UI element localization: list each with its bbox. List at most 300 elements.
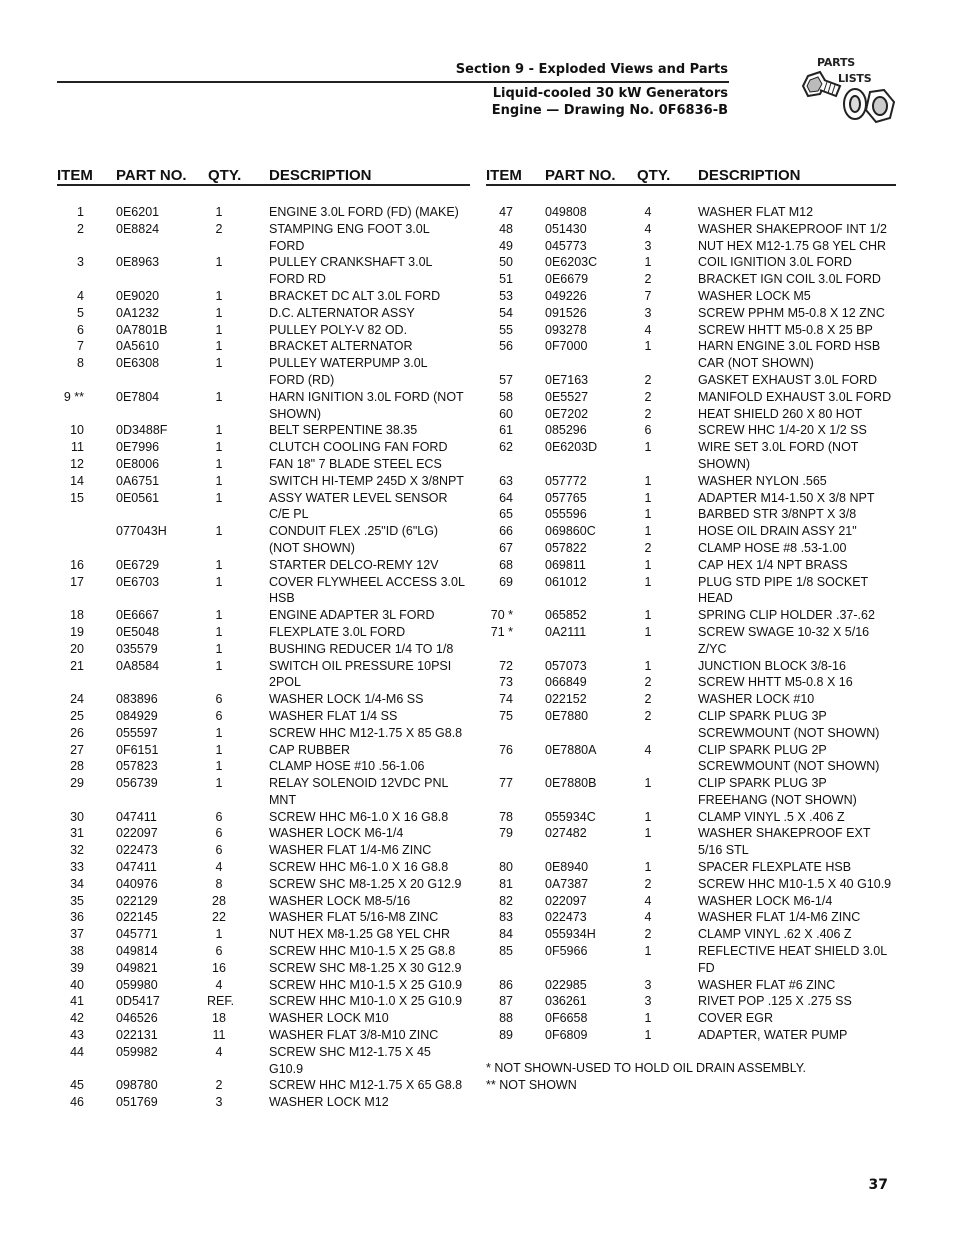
quantity-cell: 4 [644,322,652,337]
part-number-cell: 069860C [545,524,596,539]
description-cell: WASHER LOCK M10 [269,1011,389,1026]
item-cell: 76 [499,742,513,757]
table-row [486,658,896,675]
item-cell: 58 [499,389,513,404]
header-item: ITEM [57,167,93,184]
part-number-cell: 0E7880 [545,708,589,723]
description-cell: STARTER DELCO-REMY 12V [269,557,439,572]
part-number-cell: 055934C [545,809,596,824]
part-number-cell: 0E8824 [116,221,160,236]
table-row [486,691,896,708]
quantity-cell: 6 [215,809,223,824]
quantity-cell: 1 [215,557,223,572]
part-number-cell: 069811 [545,557,586,572]
description-cell: GASKET EXHAUST 3.0L FORD [698,372,877,387]
item-cell: 72 [499,658,513,673]
item-cell: 1 [77,205,84,219]
description-cell: CLIP SPARK PLUG 3P SCREWMOUNT (NOT SHOWN) [698,708,880,740]
part-number-cell: 083896 [116,692,158,707]
part-number-cell: 0E8940 [545,860,589,875]
description-cell: SCREW HHC M12-1.75 X 85 G8.8 [269,725,463,740]
part-number-cell: 059980 [116,977,158,992]
description-cell: CLAMP VINYL .62 X .406 Z [698,927,852,942]
item-cell: 80 [499,860,513,875]
quantity-cell: 1 [215,205,223,219]
table-row [486,926,896,943]
quantity-cell: 1 [215,524,223,539]
item-cell: 53 [499,288,513,303]
description-cell: COIL IGNITION 3.0L FORD [698,255,852,270]
table-row [57,960,470,977]
table-row [57,305,470,322]
part-number-cell: 022145 [116,910,158,925]
table-row [486,490,896,507]
description-cell: CLAMP VINYL .5 X .406 Z [698,809,845,824]
part-number-cell: 040976 [116,876,158,891]
quantity-cell: 1 [644,1011,652,1026]
part-number-cell: 047411 [116,860,157,875]
item-cell: 46 [70,1095,84,1110]
table-row [486,893,896,910]
description-cell: HEAT SHIELD 260 X 80 HOT [698,406,863,421]
table-row [486,708,896,742]
part-number-cell: 0F6658 [545,1011,588,1026]
description-cell: WASHER FLAT 1/4 SS [269,708,398,723]
part-number-cell: 0A7801B [116,322,168,337]
table-row [486,809,896,826]
part-number-cell: 0E6203D [545,440,598,455]
description-cell: WIRE SET 3.0L FORD (NOT SHOWN) [698,440,859,471]
quantity-cell: 2 [644,708,652,723]
item-cell: 73 [499,675,513,690]
part-number-cell: 022473 [116,843,158,858]
footnote: * NOT SHOWN-USED TO HOLD OIL DRAIN ASSEMBLY. [486,1060,806,1075]
part-number-cell: 0E6679 [545,272,589,287]
quantity-cell: 4 [644,205,652,219]
description-cell: NUT HEX M12-1.75 G8 YEL CHR [698,238,887,253]
part-number-cell: 061012 [545,574,587,589]
description-cell: WASHER FLAT #6 ZINC [698,977,836,992]
part-number-cell: 0E6201 [116,205,160,219]
description-cell: STAMPING ENG FOOT 3.0L FORD [269,221,430,253]
table-row [486,439,896,473]
table-row [57,1010,470,1027]
item-cell: 29 [70,776,84,791]
part-number-cell: 077043H [116,524,167,539]
item-cell: 34 [70,876,84,891]
description-cell: WASHER FLAT 5/16-M8 ZINC [269,910,439,925]
item-cell: 18 [70,608,84,623]
item-cell: 49 [499,238,513,253]
quantity-cell: 22 [212,910,226,925]
part-number-cell: 0E7163 [545,372,589,387]
quantity-cell: 1 [644,574,652,589]
table-row [486,876,896,893]
table-row [486,506,896,523]
part-number-cell: 0E7804 [116,389,160,404]
description-cell: WASHER FLAT M12 [698,205,814,219]
quantity-cell: 1 [215,305,223,320]
item-cell: 83 [499,910,513,925]
quantity-cell: 1 [215,927,223,942]
item-cell: 86 [499,977,513,992]
quantity-cell: 3 [644,305,652,320]
table-row [486,288,896,305]
quantity-cell: 1 [215,624,223,639]
part-number-cell: 0E6703 [116,574,160,589]
part-number-cell: 0E7880A [545,742,597,757]
table-row [486,204,896,221]
part-number-cell: 0A7387 [545,876,589,891]
part-number-cell: 0E7880B [545,776,597,791]
item-cell: 57 [499,372,513,387]
description-cell: NUT HEX M8-1.25 G8 YEL CHR [269,927,451,942]
table-row [486,523,896,540]
quantity-cell: 2 [644,876,652,891]
table-row [486,254,896,271]
description-cell: ADAPTER, WATER PUMP [698,1028,848,1043]
footnotes [486,1060,896,1094]
description-cell: SCREW HHC 1/4-20 X 1/2 SS [698,423,867,438]
description-cell: RIVET POP .125 X .275 SS [698,994,852,1009]
item-cell: 5 [77,305,84,320]
part-number-cell: 022097 [116,826,158,841]
quantity-cell: 1 [644,826,652,841]
item-cell: 20 [70,641,84,656]
description-cell: REFLECTIVE HEAT SHIELD 3.0L FD [698,944,887,975]
quantity-cell: 1 [644,658,652,673]
description-cell: BELT SERPENTINE 38.35 [269,423,418,438]
part-number-cell: 055597 [116,725,158,740]
table-row [57,1044,470,1078]
quantity-cell: 2 [644,692,652,707]
item-cell: 60 [499,406,513,421]
part-number-cell: 0E6667 [116,608,160,623]
description-cell: ASSY WATER LEVEL SENSOR C/E PL [269,490,448,522]
description-cell: SCREW HHC M6-1.0 X 16 G8.8 [269,860,449,875]
quantity-cell: 1 [644,440,652,455]
part-number-cell: 022152 [545,692,587,707]
part-number-cell: 093278 [545,322,587,337]
quantity-cell: 4 [644,221,652,236]
table-row [486,540,896,557]
quantity-cell: 2 [644,927,652,942]
table-row [486,943,896,977]
parts-table-left [57,165,470,1111]
item-cell: 69 [499,574,513,589]
item-cell: 16 [70,557,84,572]
part-number-cell: 059982 [116,1044,158,1059]
item-cell: 41 [70,994,84,1009]
part-number-cell: 051430 [545,221,587,236]
item-cell: 61 [499,423,513,438]
table-row [486,775,896,809]
item-cell: 19 [70,624,84,639]
item-cell: 68 [499,557,513,572]
item-cell: 77 [499,776,513,791]
quantity-cell: 1 [215,322,223,337]
part-number-cell: 0E6308 [116,356,160,371]
part-number-cell: 0F5966 [545,944,588,959]
part-number-cell: 0E8963 [116,255,160,270]
description-cell: SCREW SHC M8-1.25 X 20 G12.9 [269,876,462,891]
table-row [486,305,896,322]
part-number-cell: 0E0561 [116,490,160,505]
part-number-cell: 0E8006 [116,456,160,471]
description-cell: PULLEY WATERPUMP 3.0L FORD (RD) [269,356,428,387]
item-cell: 21 [70,658,84,673]
description-cell: WASHER LOCK 1/4-M6 SS [269,692,424,707]
description-cell: SPACER FLEXPLATE HSB [698,860,852,875]
part-number-cell: 0F6809 [545,1028,588,1043]
item-cell: 35 [70,893,84,908]
item-cell: 74 [499,692,513,707]
table-row [57,993,470,1010]
description-cell: JUNCTION BLOCK 3/8-16 [698,658,846,673]
part-number-cell: 022129 [116,893,158,908]
quantity-cell: 1 [215,288,223,303]
quantity-cell: 28 [212,893,226,908]
part-number-cell: 098780 [116,1078,158,1093]
table-row [57,859,470,876]
quantity-cell: 2 [644,406,652,421]
description-cell: SCREW PPHM M5-0.8 X 12 ZNC [698,305,885,320]
part-number-cell: 055596 [545,507,587,522]
part-number-cell: 0F6151 [116,742,159,757]
quantity-cell: 1 [215,641,223,656]
quantity-cell: 1 [215,725,223,740]
part-number-cell: 055934H [545,927,596,942]
table-row [57,1094,470,1111]
quantity-cell: 4 [215,860,223,875]
quantity-cell: 1 [644,524,652,539]
table-row [486,624,896,658]
table-row [57,322,470,339]
part-number-cell: 085296 [545,423,587,438]
description-cell: WASHER LOCK M12 [269,1095,389,1110]
document-subtitle: Liquid-cooled 30 kW Generators [492,86,728,101]
quantity-cell: 2 [644,272,652,287]
table-row [486,372,896,389]
description-cell: PULLEY CRANKSHAFT 3.0L FORD RD [269,255,433,287]
part-number-cell: 0A2111 [545,624,587,639]
item-cell: 71 * [490,624,513,639]
quantity-cell: 1 [215,440,223,455]
parts-lists-logo [800,54,900,134]
table-row [486,1010,896,1027]
drawing-number: Engine — Drawing No. 0F6836-B [491,103,728,118]
item-cell: 7 [77,339,84,354]
description-cell: BARBED STR 3/8NPT X 3/8 [698,507,857,522]
header-rule [57,81,729,83]
description-cell: WASHER SHAKEPROOF INT 1/2 [698,221,887,236]
part-number-cell: 049821 [116,960,158,975]
description-cell: SCREW HHC M6-1.0 X 16 G8.8 [269,809,449,824]
item-cell: 89 [499,1028,513,1043]
item-cell: 37 [70,927,84,942]
part-number-cell: 045773 [545,238,587,253]
quantity-cell: 8 [215,876,223,891]
item-cell: 51 [499,272,513,287]
table-body [486,204,896,1044]
part-number-cell: 051769 [116,1095,158,1110]
quantity-cell: 2 [644,675,652,690]
description-cell: BUSHING REDUCER 1/4 TO 1/8 [269,641,454,656]
item-cell: 63 [499,473,513,488]
item-cell: 8 [77,356,84,371]
part-number-cell: 057822 [545,540,587,555]
quantity-cell: 6 [215,944,223,959]
item-cell: 9 ** [63,389,84,404]
description-cell: CONDUIT FLEX .25"ID (6"LG) (NOT SHOWN) [269,524,439,555]
description-cell: SCREW HHTT M5-0.8 X 25 BP [698,322,873,337]
table-row [57,658,470,692]
logo-parts-text: PARTS [817,56,855,69]
table-row [57,842,470,859]
description-cell: SCREW HHC M12-1.75 X 65 G8.8 [269,1078,463,1093]
part-number-cell: 049226 [545,288,587,303]
description-cell: SCREW SWAGE 10-32 X 5/16 Z/YC [698,624,870,656]
description-cell: WASHER LOCK M6-1/4 [269,826,404,841]
quantity-cell: 3 [644,977,652,992]
quantity-cell: REF. [207,994,235,1009]
part-number-cell: 0A1232 [116,305,160,320]
item-cell: 56 [499,339,513,354]
table-row [57,624,470,641]
item-cell: 33 [70,860,84,875]
header-part-no: PART NO. [545,167,616,184]
item-cell: 43 [70,1028,84,1043]
description-cell: SCREW HHC M10-1.5 X 25 G8.8 [269,944,456,959]
item-cell: 48 [499,221,513,236]
quantity-cell: 1 [644,1028,652,1043]
description-cell: COVER FLYWHEEL ACCESS 3.0L HSB [269,574,465,606]
description-cell: SPRING CLIP HOLDER .37-.62 [698,608,875,623]
header-part-no: PART NO. [116,167,187,184]
description-cell: CLAMP HOSE #10 .56-1.06 [269,759,425,774]
table-row [486,607,896,624]
quantity-cell: 4 [644,893,652,908]
table-row [486,271,896,288]
table-row [486,742,896,776]
description-cell: SWITCH HI-TEMP 245D X 3/8NPT [269,473,464,488]
table-row [486,674,896,691]
table-row [486,473,896,490]
table-header [57,165,470,186]
table-row [57,641,470,658]
quantity-cell: 1 [215,490,223,505]
part-number-cell: 046526 [116,1011,158,1026]
item-cell: 25 [70,708,84,723]
table-row [486,338,896,372]
description-cell: BRACKET IGN COIL 3.0L FORD [698,272,881,287]
item-cell: 82 [499,893,513,908]
header-description: DESCRIPTION [269,167,372,184]
quantity-cell: 2 [644,389,652,404]
item-cell: 14 [70,473,84,488]
table-row [57,691,470,708]
item-cell: 4 [77,288,84,303]
section-title: Section 9 - Exploded Views and Parts [455,62,728,77]
item-cell: 3 [77,255,84,270]
quantity-cell: 1 [215,456,223,471]
quantity-cell: 1 [644,624,652,639]
description-cell: PULLEY POLY-V 82 OD. [269,322,408,337]
item-cell: 15 [70,490,84,505]
quantity-cell: 2 [215,221,223,236]
table-row [57,439,470,456]
description-cell: WASHER SHAKEPROOF EXT 5/16 STL [698,826,871,858]
item-cell: 81 [499,876,513,891]
part-number-cell: 056739 [116,776,158,791]
item-cell: 28 [70,759,84,774]
part-number-cell: 0E7996 [116,440,160,455]
description-cell: COVER EGR [698,1011,774,1026]
item-cell: 62 [499,440,513,455]
description-cell: ENGINE ADAPTER 3L FORD [269,608,435,623]
description-cell: SCREW HHC M10-1.0 X 25 G10.9 [269,994,463,1009]
footnote: ** NOT SHOWN [486,1077,577,1092]
description-cell: FLEXPLATE 3.0L FORD [269,624,406,639]
header-qty: QTY. [208,167,242,184]
header-description: DESCRIPTION [698,167,801,184]
table-row [486,238,896,255]
table-row [57,574,470,608]
description-cell: WASHER FLAT 1/4-M6 ZINC [698,910,861,925]
item-cell: 30 [70,809,84,824]
quantity-cell: 1 [644,809,652,824]
table-row [57,490,470,524]
table-row [486,389,896,406]
table-row [486,859,896,876]
item-cell: 70 * [490,608,513,623]
item-cell: 31 [70,826,84,841]
table-row [57,221,470,255]
part-number-cell: 0A6751 [116,473,160,488]
part-number-cell: 084929 [116,708,158,723]
part-number-cell: 049814 [116,944,158,959]
quantity-cell: 1 [644,339,652,354]
item-cell: 26 [70,725,84,740]
quantity-cell: 4 [215,1044,223,1059]
description-cell: ADAPTER M14-1.50 X 3/8 NPT [698,490,875,505]
description-cell: CAP HEX 1/4 NPT BRASS [698,557,848,572]
quantity-cell: 1 [215,608,223,623]
quantity-cell: 1 [215,339,223,354]
table-row [57,288,470,305]
item-cell: 64 [499,490,513,505]
description-cell: SCREW HHC M10-1.5 X 25 G10.9 [269,977,463,992]
page-number: 37 [868,1177,888,1193]
part-number-cell: 0F7000 [545,339,588,354]
part-number-cell: 036261 [545,994,587,1009]
quantity-cell: 4 [644,910,652,925]
quantity-cell: 6 [215,708,223,723]
table-row [57,708,470,725]
table-row [57,473,470,490]
description-cell: SCREW HHC M10-1.5 X 40 G10.9 [698,876,892,891]
quantity-cell: 3 [644,238,652,253]
quantity-cell: 1 [215,658,223,673]
table-row [57,389,470,423]
table-row [57,742,470,759]
quantity-cell: 1 [215,574,223,589]
part-number-cell: 0E9020 [116,288,160,303]
description-cell: CLAMP HOSE #8 .53-1.00 [698,540,847,555]
part-number-cell: 057765 [545,490,587,505]
table-row [486,422,896,439]
description-cell: MANIFOLD EXHAUST 3.0L FORD [698,389,892,404]
